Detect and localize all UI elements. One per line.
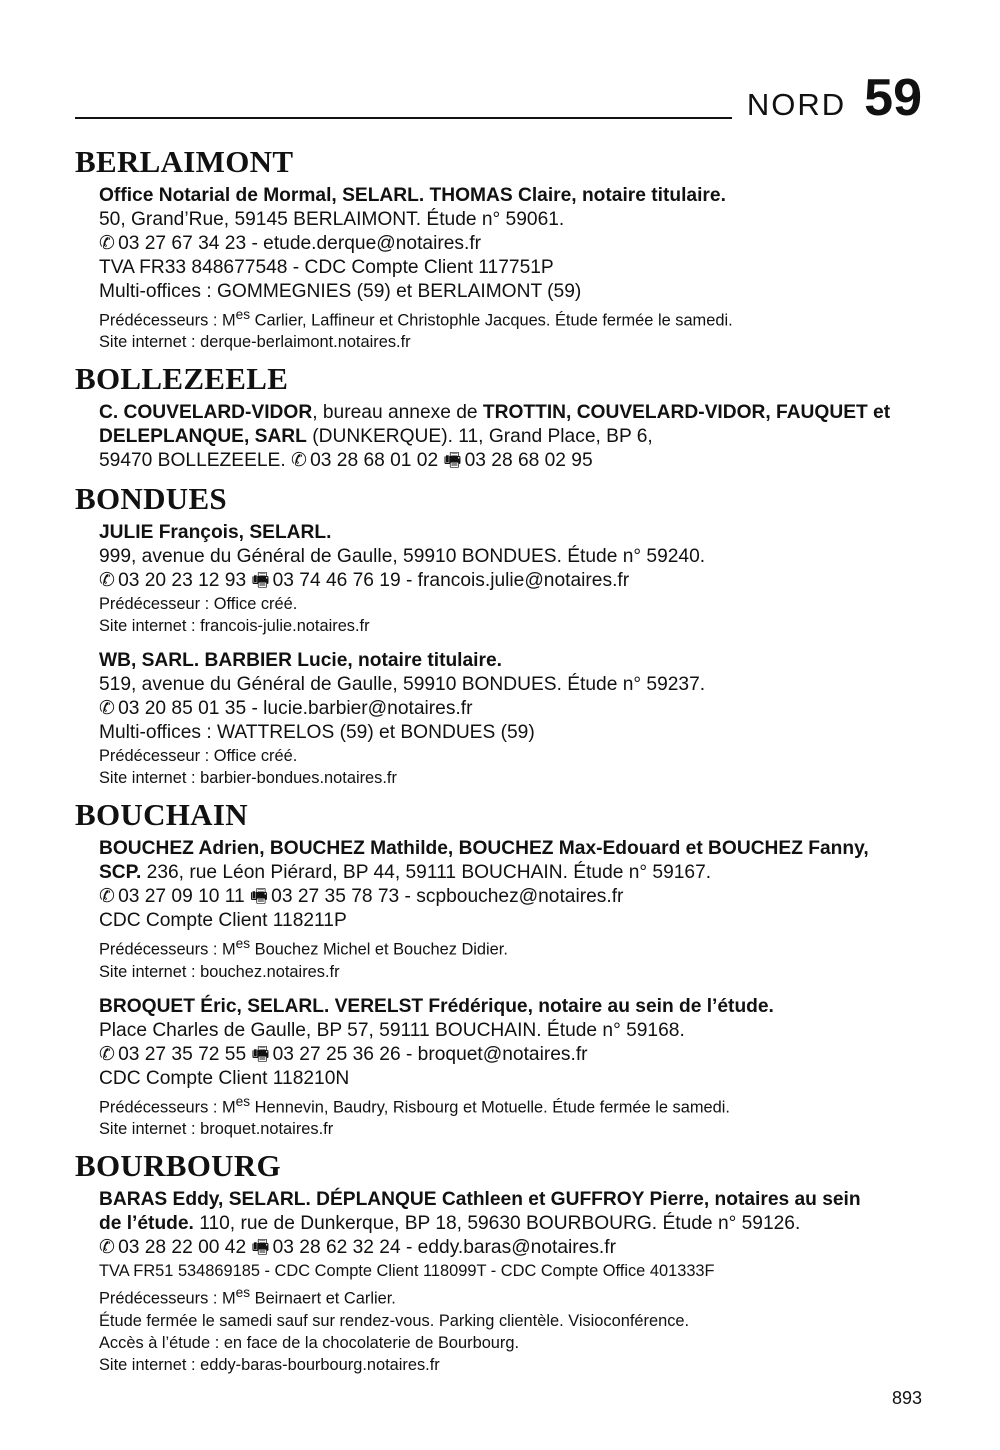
section-berlaimont [75,145,935,353]
office-website[interactable]: Site internet : bouchez.notaires.fr [99,962,340,981]
city-heading: BONDUES [75,481,227,517]
office-tva: TVA FR33 848677548 - CDC Compte Client 117751P [99,257,554,278]
office-contact: ✆ 03 20 85 01 35 - lucie.barbier@notaires.fr [99,698,473,720]
section-bourbourg [75,1149,935,1375]
phone-icon: ✆ [99,1237,116,1259]
phone-icon: ✆ [291,450,308,472]
office-address: 519, avenue du Général de Gaulle, 59910 BONDUES. Étude n° 59237. [99,674,706,696]
office-predecessors: Prédécesseur : Office créé. [99,595,298,614]
office-predecessors: Prédécesseur : Office créé. [99,747,298,766]
section-bollezeele [75,362,935,473]
office-website[interactable]: Site internet : francois-julie.notaires.fr [99,617,370,636]
office-entry [99,1188,935,1375]
city-heading: BOURBOURG [75,1148,281,1184]
page-header [746,69,922,127]
office-entry [99,521,935,637]
office-contact: ✆ 03 20 23 12 93 🖷 03 74 46 76 19 - francois.julie@notaires.fr [99,570,630,592]
office-address: SCP. 236, rue Léon Piérard, BP 44, 59111 BOUCHAIN. Étude n° 59167. [99,862,712,884]
office-title: BOUCHEZ Adrien, BOUCHEZ Mathilde, BOUCHEZ Max-Edouard et BOUCHEZ Fanny, [99,838,869,860]
office-note: Étude fermée le samedi sauf sur rendez-vous. Parking clientèle. Visioconférence. [99,1311,690,1330]
office-contact: ✆ 03 27 09 10 11 🖷 03 27 35 78 73 - scpbouchez@notaires.fr [99,886,624,908]
directory-content [75,145,935,1385]
phone-icon: ✆ [99,886,116,908]
phone-icon: ✆ [99,1043,116,1065]
phone-icon: ✆ [99,233,116,254]
header-rule [75,117,732,119]
office-contact: 59470 BOLLEZEELE. ✆ 03 28 68 01 02 🖷 03 28 68 02 95 [99,450,593,472]
page-number: 893 [891,1388,922,1408]
fax-icon: 🖷 [443,450,462,472]
office-cdc: CDC Compte Client 118211P [99,910,347,932]
department-number: 59 [864,69,922,127]
office-contact: ✆ 03 27 67 34 23 - etude.derque@notaires.fr [99,233,482,254]
office-address: Place Charles de Gaulle, BP 57, 59111 BOUCHAIN. Étude n° 59168. [99,1019,685,1041]
fax-icon: 🖷 [251,1237,270,1259]
office-predecessors: Prédécesseurs : $M^{es}$ Hennevin, Baudry, Risbourg et Motuelle. Étude fermée le samedi. [99,1093,730,1117]
fax-icon: 🖷 [251,570,270,592]
region-label: NORD [746,87,847,122]
office-address: 50, Grand’Rue, 59145 BERLAIMONT. Étude n° 59061. [99,209,565,230]
office-multi: Multi-offices : WATTRELOS (59) et BONDUES (59) [99,722,535,744]
office-predecessors: Prédécesseurs : $M^{es}$ Bouchez Michel et Bouchez Didier. [99,936,508,959]
fax-icon: 🖷 [250,886,269,908]
office-title: WB, SARL. BARBIER Lucie, notaire titulaire. [99,650,502,672]
office-address: de l’étude. 110, rue de Dunkerque, BP 18, 59630 BOURBOURG. Étude n° 59126. [99,1213,801,1235]
office-multi: Multi-offices : GOMMEGNIES (59) et BERLAIMONT (59) [99,281,582,302]
office-title: Office Notarial de Mormal, SELARL. THOMAS Claire, notaire titulaire. [99,185,726,206]
phone-icon: ✆ [99,698,116,720]
office-contact: ✆ 03 28 22 00 42 🖷 03 28 62 32 24 - eddy.baras@notaires.fr [99,1237,616,1259]
office-title: BROQUET Éric, SELARL. VERELST Frédérique, notaire au sein de l’étude. [99,995,774,1017]
office-entry [99,995,935,1140]
city-heading: BOLLEZEELE [75,361,289,397]
city-heading: BERLAIMONT [75,144,294,179]
office-entry [99,401,935,473]
office-title: BARAS Eddy, SELARL. DÉPLANQUE Cathleen et GUFFROY Pierre, notaires au sein [99,1189,861,1211]
office-website[interactable]: Site internet : derque-berlaimont.notaires.fr [99,333,411,352]
office-tva: TVA FR51 534869185 - CDC Compte Client 118099T - CDC Compte Office 401333F [99,1262,715,1281]
office-title: JULIE François, SELARL. [99,522,332,544]
office-predecessors: Prédécesseurs : $M^{es}$ Beirnaert et Carlier. [99,1285,396,1308]
section-bouchain [75,798,935,1140]
phone-icon: ✆ [99,570,116,592]
city-heading: BOUCHAIN [75,797,248,833]
office-entry [99,649,935,789]
fax-icon: 🖷 [251,1043,270,1065]
office-contact: ✆ 03 27 35 72 55 🖷 03 27 25 36 26 - broquet@notaires.fr [99,1043,588,1065]
office-address: 999, avenue du Général de Gaulle, 59910 BONDUES. Étude n° 59240. [99,546,706,568]
office-description: C. COUVELARD-VIDOR, bureau annexe de TROTTIN, COUVELARD-VIDOR, FAUQUET et DELEPLANQUE, SARL (DUNKERQUE). 11, Grand Place, BP 6, [99,402,891,448]
office-entry [99,184,935,353]
office-website[interactable]: Site internet : eddy-baras-bourbourg.notaires.fr [99,1355,440,1374]
office-predecessors: Prédécesseurs : $M^{es}$ Carlier, Laffineur et Christophle Jacques. Étude fermée le samedi. [99,307,733,330]
section-bondues [75,482,935,789]
office-cdc: CDC Compte Client 118210N [99,1067,350,1089]
office-access: Accès à l’étude : en face de la chocolaterie de Bourbourg. [99,1333,520,1352]
office-entry [99,837,935,982]
office-website[interactable]: Site internet : broquet.notaires.fr [99,1120,334,1139]
office-website[interactable]: Site internet : barbier-bondues.notaires.fr [99,769,397,788]
